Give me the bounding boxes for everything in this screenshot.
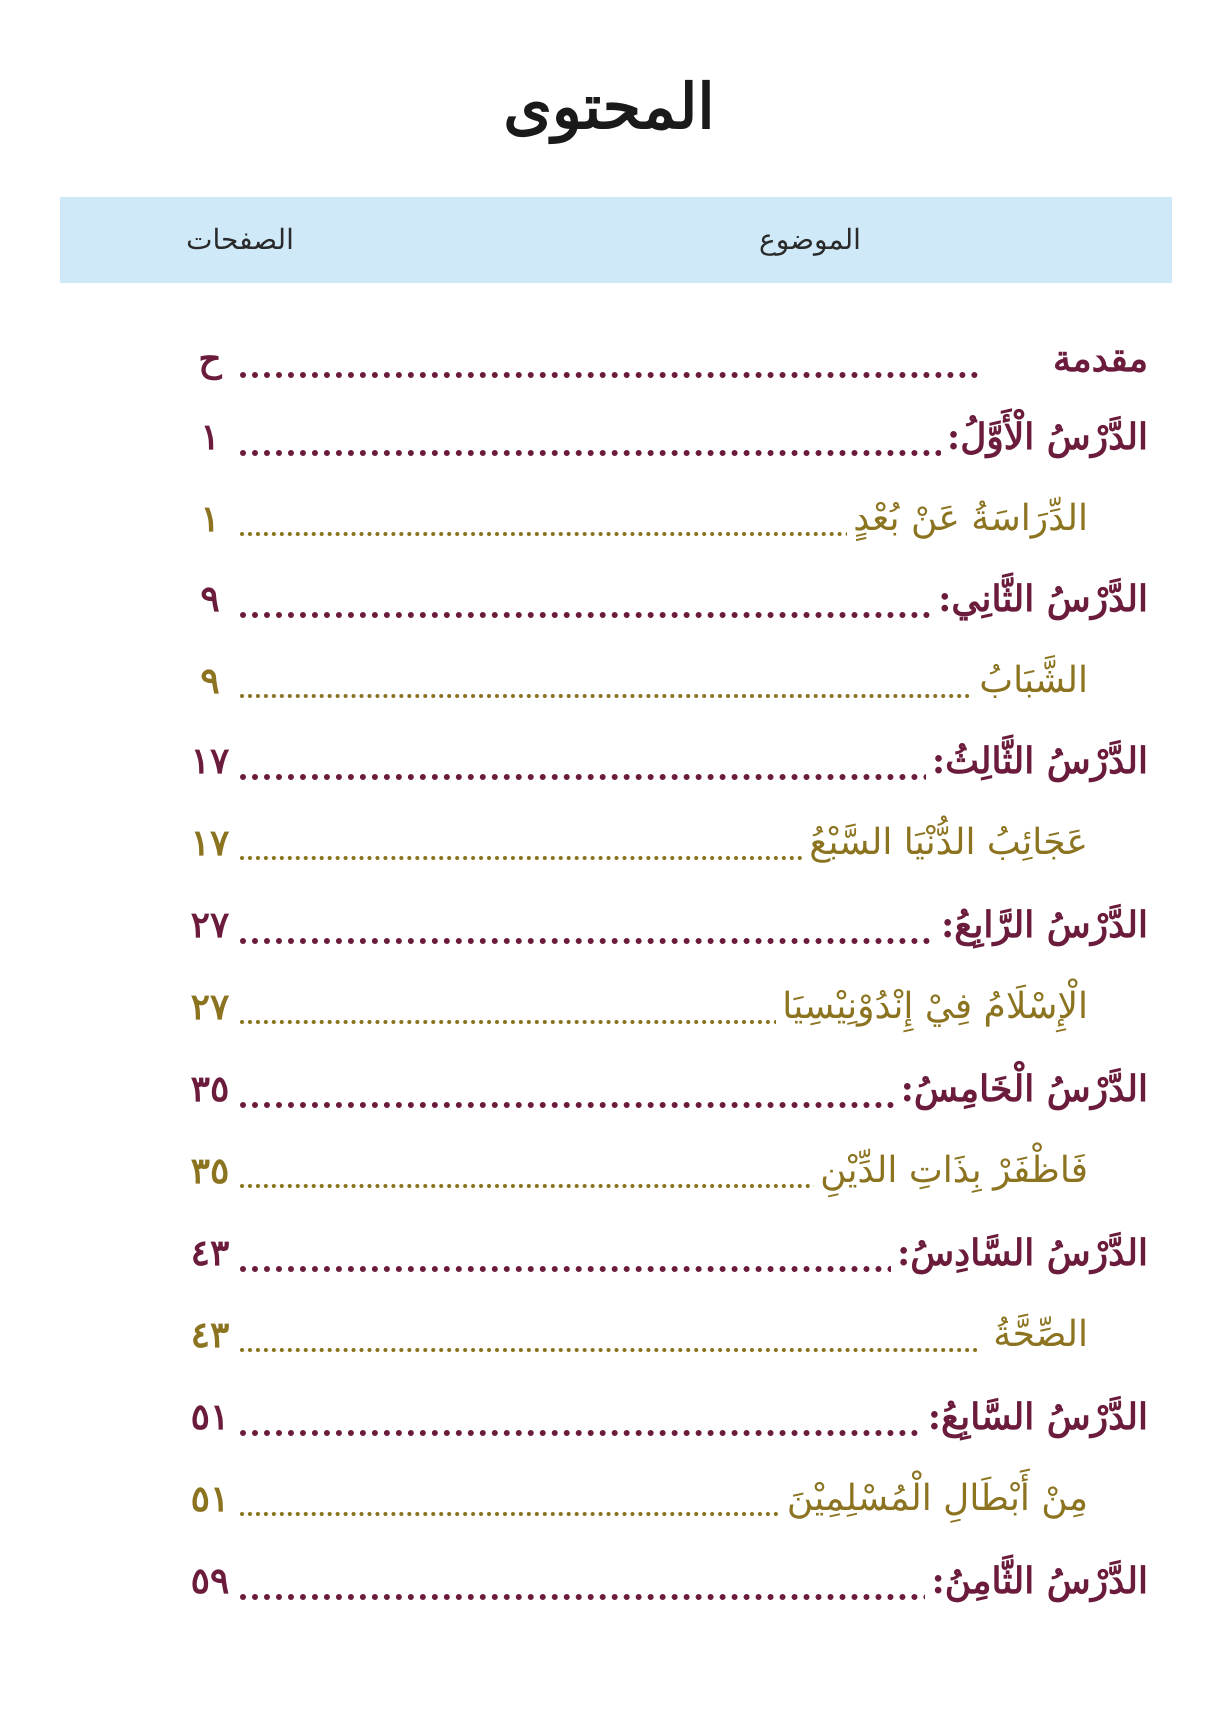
toc-entry-page: ٥١ bbox=[190, 1478, 230, 1520]
toc-entry-lesson-2[interactable] bbox=[0, 570, 1218, 650]
toc-entry-lesson-3[interactable] bbox=[0, 732, 1218, 812]
toc-entry-label: الصِّحَّةُ bbox=[987, 1314, 1088, 1355]
page-title: المحتوى bbox=[503, 70, 715, 143]
toc-entry-page: ٩ bbox=[200, 578, 220, 620]
topic-column-header: الموضوع bbox=[759, 223, 861, 256]
toc-entry-label: عَجَائِبُ الدُّنْيَا السَّبْعُ bbox=[803, 822, 1088, 863]
toc-entry-page: ٢٧ bbox=[190, 986, 230, 1028]
toc-entry-label: مقدمة bbox=[1047, 338, 1148, 380]
toc-entry-lesson-5[interactable] bbox=[0, 1060, 1218, 1140]
toc-entry-label: الدَّرْسُ الرَّابِعُ: bbox=[935, 904, 1148, 946]
leader-dots bbox=[240, 938, 978, 944]
toc-entry-page: ٤٣ bbox=[190, 1314, 230, 1356]
toc-entry-lesson-6-topic[interactable] bbox=[0, 1306, 1218, 1386]
leader-dots bbox=[240, 694, 978, 698]
toc-entry-page: ١٧ bbox=[190, 740, 230, 782]
toc-entry-lesson-2-topic[interactable] bbox=[0, 652, 1218, 732]
leader-dots bbox=[240, 372, 978, 378]
toc-entry-page: ح bbox=[198, 338, 222, 380]
toc-entry-label: الدِّرَاسَةُ عَنْ بُعْدٍ bbox=[847, 498, 1088, 539]
toc-entry-page: ٥١ bbox=[190, 1396, 230, 1438]
toc-entry-page: ١٧ bbox=[190, 822, 230, 864]
leader-dots bbox=[240, 1266, 978, 1272]
leader-dots bbox=[240, 450, 978, 456]
toc-entry-lesson-3-topic[interactable] bbox=[0, 814, 1218, 894]
toc-entry-lesson-5-topic[interactable] bbox=[0, 1142, 1218, 1222]
leader-dots bbox=[240, 1430, 978, 1436]
toc-entry-page: ٣٥ bbox=[190, 1150, 230, 1192]
toc-entry-lesson-6[interactable] bbox=[0, 1224, 1218, 1304]
leader-dots bbox=[240, 1594, 978, 1600]
toc-entry-lesson-8[interactable] bbox=[0, 1552, 1218, 1632]
toc-entry-lesson-4-topic[interactable] bbox=[0, 978, 1218, 1058]
toc-entry-introduction[interactable] bbox=[0, 330, 1218, 410]
toc-entry-label: مِنْ أَبْطَالِ الْمُسْلِمِيْنَ bbox=[781, 1478, 1088, 1519]
pages-column-header: الصفحات bbox=[186, 223, 294, 256]
toc-entry-label: الدَّرْسُ الثَّانِي: bbox=[932, 578, 1148, 620]
toc-entry-label: الشَّبَابُ bbox=[973, 660, 1088, 701]
toc-entry-label: الْإِسْلَامُ فِيْ إِنْدُوْنِيْسِيَا bbox=[776, 986, 1088, 1027]
table-header bbox=[60, 197, 1172, 283]
toc-entry-page: ٤٣ bbox=[190, 1232, 230, 1274]
leader-dots bbox=[240, 612, 978, 618]
toc-entry-label: الدَّرْسُ الْأَوَّلُ: bbox=[941, 416, 1148, 458]
toc-entry-lesson-7[interactable] bbox=[0, 1388, 1218, 1468]
toc-entry-label: فَاظْفَرْ بِذَاتِ الدِّيْنِ bbox=[814, 1150, 1088, 1191]
toc-entry-label: الدَّرْسُ السَّابِعُ: bbox=[922, 1396, 1148, 1438]
toc-entry-page: ١ bbox=[200, 498, 220, 540]
toc-entry-label: الدَّرْسُ الثَّامِنُ: bbox=[925, 1560, 1148, 1602]
toc-entry-page: ٢٧ bbox=[190, 904, 230, 946]
toc-entry-page: ٩ bbox=[200, 660, 220, 702]
toc-entry-label: الدَّرْسُ السَّادِسُ: bbox=[891, 1232, 1148, 1274]
toc-entry-page: ٥٩ bbox=[190, 1560, 230, 1602]
toc-entry-label: الدَّرْسُ الثَّالِثُ: bbox=[926, 740, 1148, 782]
toc-entry-page: ٣٥ bbox=[190, 1068, 230, 1110]
leader-dots bbox=[240, 1348, 978, 1352]
toc-entry-lesson-1[interactable] bbox=[0, 408, 1218, 488]
leader-dots bbox=[240, 1102, 978, 1108]
toc-entry-page: ١ bbox=[200, 416, 220, 458]
toc-entry-lesson-4[interactable] bbox=[0, 896, 1218, 976]
toc-entry-lesson-1-topic[interactable] bbox=[0, 490, 1218, 570]
leader-dots bbox=[240, 774, 978, 780]
toc-entry-label: الدَّرْسُ الْخَامِسُ: bbox=[895, 1068, 1148, 1110]
toc-entry-lesson-7-topic[interactable] bbox=[0, 1470, 1218, 1550]
